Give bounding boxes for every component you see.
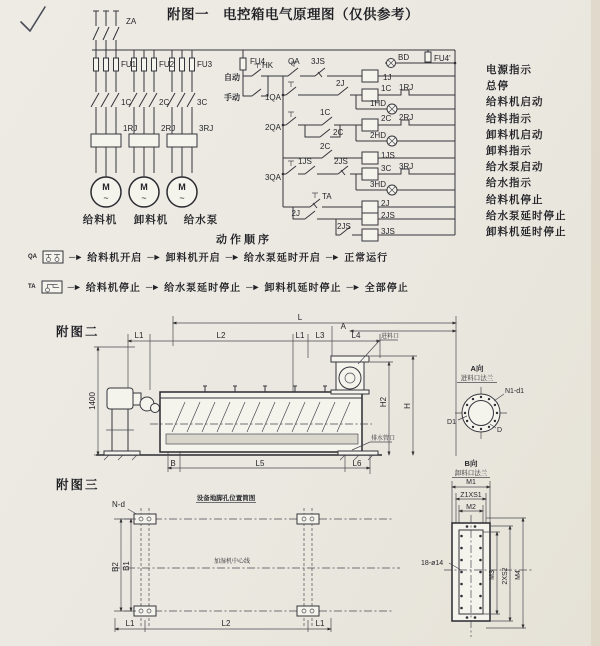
flange-a-d-label: D — [497, 427, 503, 434]
seq-step: 卸料机开启 — [165, 253, 221, 264]
legend-line: 卸料机延时停止 — [486, 226, 567, 239]
fu4b-label: FU4' — [434, 54, 451, 63]
rj2-label: 2RJ — [161, 124, 176, 133]
view-a-label: A向 — [470, 364, 484, 373]
seq-key-label: TA — [28, 283, 36, 290]
js1-coil-label: 1JS — [381, 151, 395, 160]
c2-contact-label: 2C — [320, 142, 331, 151]
js2-coil-label: 2JS — [381, 211, 395, 220]
qa2-label: 2QA — [264, 123, 281, 132]
legend-line: 电源指示 — [486, 64, 532, 76]
legend-line: 给料机停止 — [486, 193, 544, 206]
dim-L5: L5 — [255, 459, 265, 468]
dim-B: B — [170, 459, 176, 468]
dim-L4: L4 — [351, 331, 361, 340]
dim-M1: M1 — [466, 479, 476, 486]
dim-B1: B1 — [122, 561, 131, 571]
flow-arrow: ─► — [346, 281, 360, 292]
flange-b-caption: 卸料口法兰 — [454, 470, 488, 477]
fig3-caption: 设备地脚孔位置简图 — [196, 495, 256, 502]
flow-arrow: ─► — [67, 281, 81, 292]
motor-name-feeder: 给料机 — [82, 214, 118, 226]
centerline-label: 加湿机中心线 — [213, 559, 251, 565]
seq-step: 给水泵延时开启 — [243, 253, 321, 264]
js3-contact-label: 3JS — [311, 57, 325, 66]
fig3-title: 附图三 — [56, 478, 100, 492]
dim-Z1XS1: Z1XS1 — [460, 492, 482, 499]
legend-line: 给料机启动 — [486, 96, 544, 109]
dim-fig3-L1b: L1 — [315, 619, 325, 628]
c2-coil-label: 2C — [381, 114, 392, 123]
flow-arrow: ─► — [147, 251, 161, 262]
c1-contact-label: 1C — [121, 98, 132, 107]
dim-1400: 1400 — [88, 392, 97, 410]
motor-wave: ~ — [141, 193, 147, 203]
js3-coil-label: 3JS — [381, 227, 395, 236]
legend-line: 给料指示 — [486, 112, 532, 125]
dim-M2: M2 — [466, 504, 476, 511]
seq-step: 给料机开启 — [87, 253, 143, 264]
auto-label: 自动 — [224, 73, 240, 82]
legend-line: 总停 — [486, 80, 509, 93]
legend-line: 卸料指示 — [486, 145, 532, 158]
trough-body — [150, 386, 378, 455]
legend-line: 给水指示 — [486, 177, 532, 190]
c1-hold-label: 1C — [320, 108, 331, 117]
flow-arrow: ─► — [246, 281, 260, 292]
js2-contact-label: 2JS — [334, 157, 348, 166]
rj1-label: 1RJ — [123, 124, 138, 133]
j2-hold-label: 2J — [291, 209, 300, 218]
fig2-title: 附图二 — [56, 325, 100, 339]
dim-H2: H2 — [379, 396, 388, 408]
legend-line: 卸料机启动 — [486, 128, 544, 141]
fu3-label: FU3 — [197, 60, 213, 69]
dim-L: L — [297, 313, 303, 322]
dim-H: H — [403, 403, 412, 409]
dim-L2: L2 — [216, 331, 226, 340]
dim-B2: B2 — [111, 562, 120, 572]
dim-L1b: L1 — [295, 331, 305, 340]
hd3-lamp-label: 3HD — [369, 180, 386, 189]
j1-coil-label: 1J — [383, 73, 392, 82]
seq-step: 给水泵延时停止 — [164, 283, 242, 294]
rj3-label: 3RJ — [199, 124, 214, 133]
dim-2XS2: 2XS2 — [502, 567, 509, 585]
flow-arrow: ─► — [325, 251, 340, 262]
anchor-plates — [134, 514, 319, 616]
dim-fig3-L1a: L1 — [125, 619, 135, 628]
dim-A: A — [340, 322, 346, 331]
fig3-foundation-layout — [111, 493, 400, 632]
inlet-label: 进料口 — [381, 334, 400, 340]
js1-contact-label: 1JS — [298, 157, 312, 166]
motor-letter: M — [178, 182, 186, 192]
rj1-control-label: 1RJ — [399, 83, 414, 92]
js2-contact2-label: 2JS — [337, 222, 351, 231]
hd1-lamp-label: 1HD — [369, 99, 386, 108]
flange-a-caption: 进料口法兰 — [460, 375, 494, 382]
inlet-flange-detail — [447, 363, 524, 439]
flow-arrow: ─► — [145, 281, 160, 292]
checkmark — [21, 7, 45, 31]
motor-name-pump: 给水泵 — [183, 214, 219, 226]
dim-L6: L6 — [352, 459, 362, 468]
seq-step: 全部停止 — [364, 283, 409, 294]
fu4-label: FU4 — [250, 57, 266, 66]
flange-a-d1-label: D1 — [447, 419, 456, 426]
j2-coil-label: 2J — [381, 199, 390, 208]
seq-step: 卸料机延时停止 — [264, 283, 342, 294]
knife-switch-za — [93, 11, 137, 50]
c2-hold-label: 2C — [333, 128, 344, 137]
fig1-schematic — [83, 11, 457, 241]
motor-letter: M — [102, 182, 110, 192]
motor-branch-feeder — [91, 50, 121, 207]
manual-label: 手动 — [224, 93, 240, 102]
fig1-title: 附图一 电控箱电气原理图（仅供参考） — [167, 7, 419, 22]
flange-a-bolts-label: N1-d1 — [505, 388, 525, 395]
dim-L3: L3 — [315, 331, 325, 340]
za-label: ZA — [126, 17, 137, 26]
fu2-label: FU2 — [159, 60, 175, 69]
fig2-machine-drawing — [88, 313, 524, 474]
dim-M3: M3 — [489, 570, 496, 580]
motor-letter: M — [140, 182, 148, 192]
drive-unit — [104, 388, 168, 455]
c1-coil-label: 1C — [381, 84, 392, 93]
flow-arrow: ─► — [69, 251, 83, 262]
seq-key-label: QA — [28, 253, 37, 260]
fu1-label: FU1 — [121, 60, 137, 69]
legend-line: 给水泵延时停止 — [486, 209, 567, 222]
motor-name-discharger: 卸料机 — [133, 214, 169, 226]
dim-M4: M4 — [515, 570, 522, 580]
motor-wave: ~ — [179, 193, 185, 203]
flow-arrow: ─► — [225, 251, 239, 262]
c3-contact-label: 3C — [197, 98, 208, 107]
bd-lamp-label: BD — [398, 53, 410, 62]
hk-label: HK — [262, 61, 274, 70]
rj3-control-label: 3RJ — [399, 162, 414, 171]
flange-b-holes-label: 18-ø14 — [421, 560, 444, 567]
discharge-flange-detail — [421, 458, 532, 637]
control-circuit — [224, 50, 456, 241]
c2-contact-label: 2C — [159, 98, 170, 107]
legend-line: 给水泵启动 — [486, 161, 544, 174]
seq-step: 正常运行 — [344, 253, 389, 264]
ta-label: TA — [322, 192, 332, 201]
seq-step: 给料机停止 — [85, 283, 141, 294]
rj2-control-label: 2RJ — [399, 113, 414, 122]
qa3-label: 3QA — [264, 173, 281, 182]
dim-fig3-L2: L2 — [221, 619, 231, 628]
nd-label: N-d — [112, 500, 125, 509]
action-sequence-title: 动作顺序 — [216, 234, 272, 246]
motor-wave: ~ — [103, 193, 109, 203]
qa1-label: 1QA — [264, 93, 281, 102]
drain-label: 排水管口 — [371, 436, 396, 442]
dim-L1a: L1 — [134, 331, 144, 340]
view-b-label: B向 — [464, 459, 478, 468]
c3-coil-label: 3C — [381, 164, 392, 173]
j2-contact-label: 2J — [336, 79, 345, 88]
qa-label: QA — [288, 57, 300, 66]
hd2-lamp-label: 2HD — [369, 131, 386, 140]
